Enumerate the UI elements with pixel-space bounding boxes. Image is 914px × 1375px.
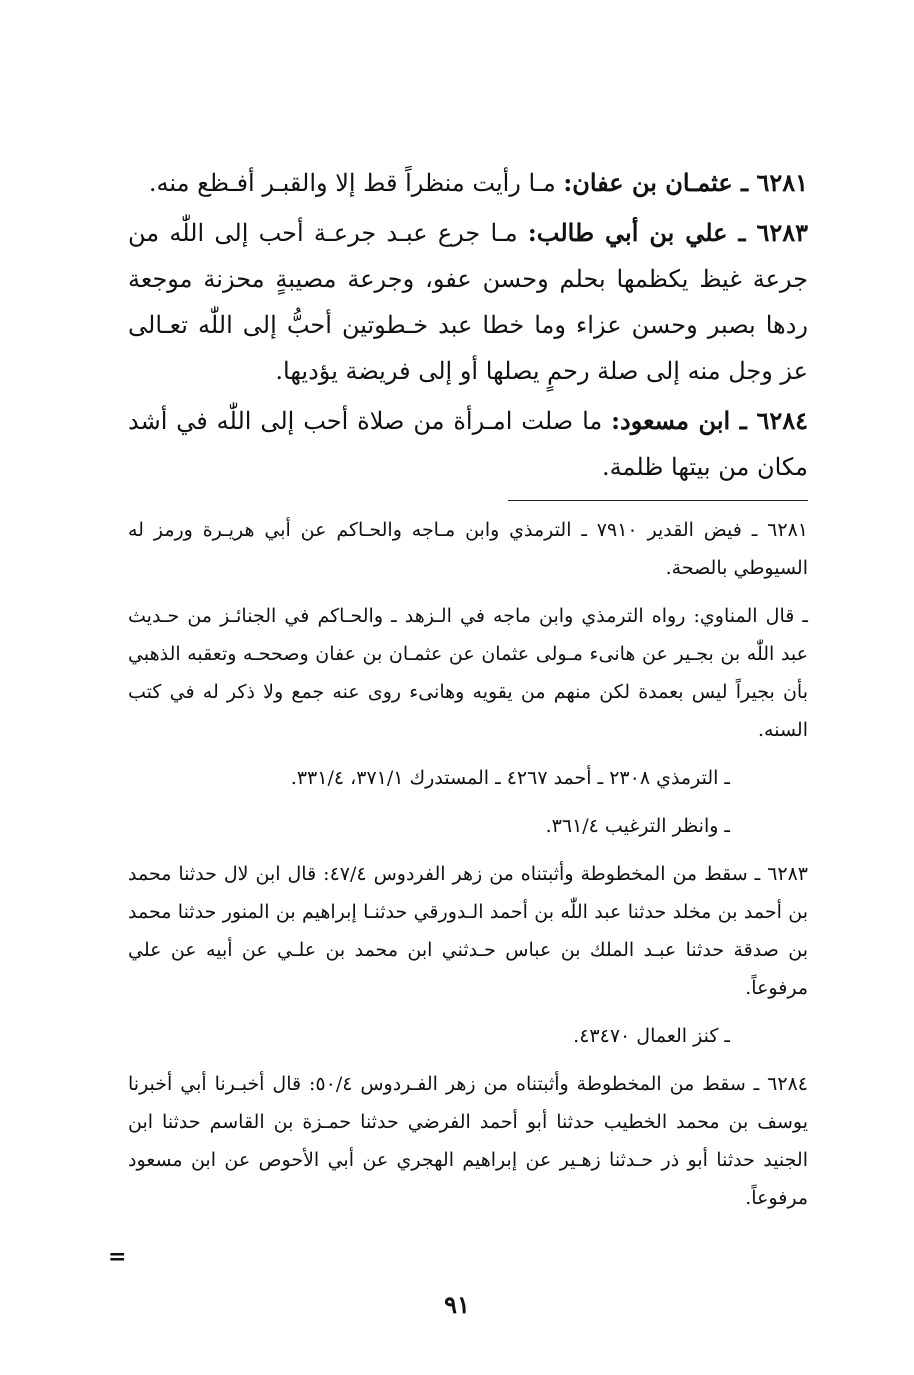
footnote: ـ قال المناوي: رواه الترمذي وابن ماجه في الـزهد ـ والحـاكم في الجنائـز من حـديث عبد اللّٰه بن بجـير عن هانىء مـولى عثمان عن عثمـان بن عفان وصححـه وتعقبه الذهبي بأن بجيراً ليس بعمدة لكن منهم من يقويه وهانىء روى عنه جمع ولا ذكر له في كتب السنه. (128, 605, 808, 741)
footnote: ـ الترمذي ٢٣٠٨ ـ أحمد ٤٢٦٧ ـ المستدرك ٣٧١/١، ٣٣١/٤. (290, 767, 730, 789)
footnote: ـ كنز العمال ٤٣٤٧٠. (573, 1025, 730, 1047)
footnote: ٦٢٨٤ ـ سقط من المخطوطة وأثبتناه من زهر الفـردوس ٥٠/٤: قال أخبـرنا أبي أخبرنا يوسف بن محمد الخطيب حدثنا أبو أحمد الفرضي حدثنا حمـزة بن القاسم حدثنا ابن الجنيد حدثنا أبو ذر حـدثنا زهـير عن إبراهيم الهجري عن أبي الأحوص عن ابن مسعود مرفوعاً. (128, 1073, 808, 1209)
entry-6284 (128, 398, 808, 490)
footnote: ـ وانظر الترغيب ٣٦١/٤. (545, 815, 730, 837)
page-number: ٩١ (444, 1290, 470, 1319)
main-text (128, 160, 808, 490)
footnote-divider (508, 500, 808, 501)
entry-6283-text: مـا جرع عبـد جرعـة أحب إلى اللّٰه من جرعة غيظ يكظمها بحلم وحسن عفو، وجرعة مصيبةٍ محزنة موجعة ردها بصبر وحسن عزاء وما خطا عبد خـطوتين أحبُّ إلى اللّٰه تعـالى عز وجل منه إلى صلة رحمٍ يصلها أو إلى فريضة يؤديها. (128, 219, 809, 385)
entry-6284-lead: ٦٢٨٤ ـ ابن مسعود: (611, 406, 809, 435)
entry-6281 (128, 160, 808, 206)
page-body (128, 160, 808, 1227)
footnote: ٦٢٨١ ـ فيض القدير ٧٩١٠ ـ الترمذي وابن مـاجه والحـاكم عن أبي هريـرة ورمز له السيوطي بالصحة. (128, 519, 808, 579)
footnotes (128, 511, 808, 1217)
entry-6281-lead: ٦٢٨١ ـ عثمـان بن عفان: (563, 168, 808, 197)
continuation-mark: = (108, 1244, 127, 1270)
entry-6281-text: مـا رأيت منظراً قط إلا والقبـر أفـظع منه. (148, 169, 564, 197)
entry-6283-lead: ٦٢٨٣ ـ علي بن أبي طالب: (527, 218, 809, 247)
entry-6284-text: ما صلت امـرأة من صلاة أحب إلى اللّٰه في أشد مكان من بيتها ظلمة. (128, 407, 808, 481)
entry-6283 (128, 210, 808, 394)
footnote: ٦٢٨٣ ـ سقط من المخطوطة وأثبتناه من زهر الفردوس ٤٧/٤: قال ابن لال حدثنا محمد بن أحمد بن مخلد حدثنا عبد اللّٰه بن أحمد الـدورقي حدثنـا إبراهيم بن المنور حدثنا محمد بن صدقة حدثنا عبـد الملك بن عباس حـدثني ابن محمد بن علـي عن أبيه عن علي مرفوعاً. (128, 863, 809, 999)
